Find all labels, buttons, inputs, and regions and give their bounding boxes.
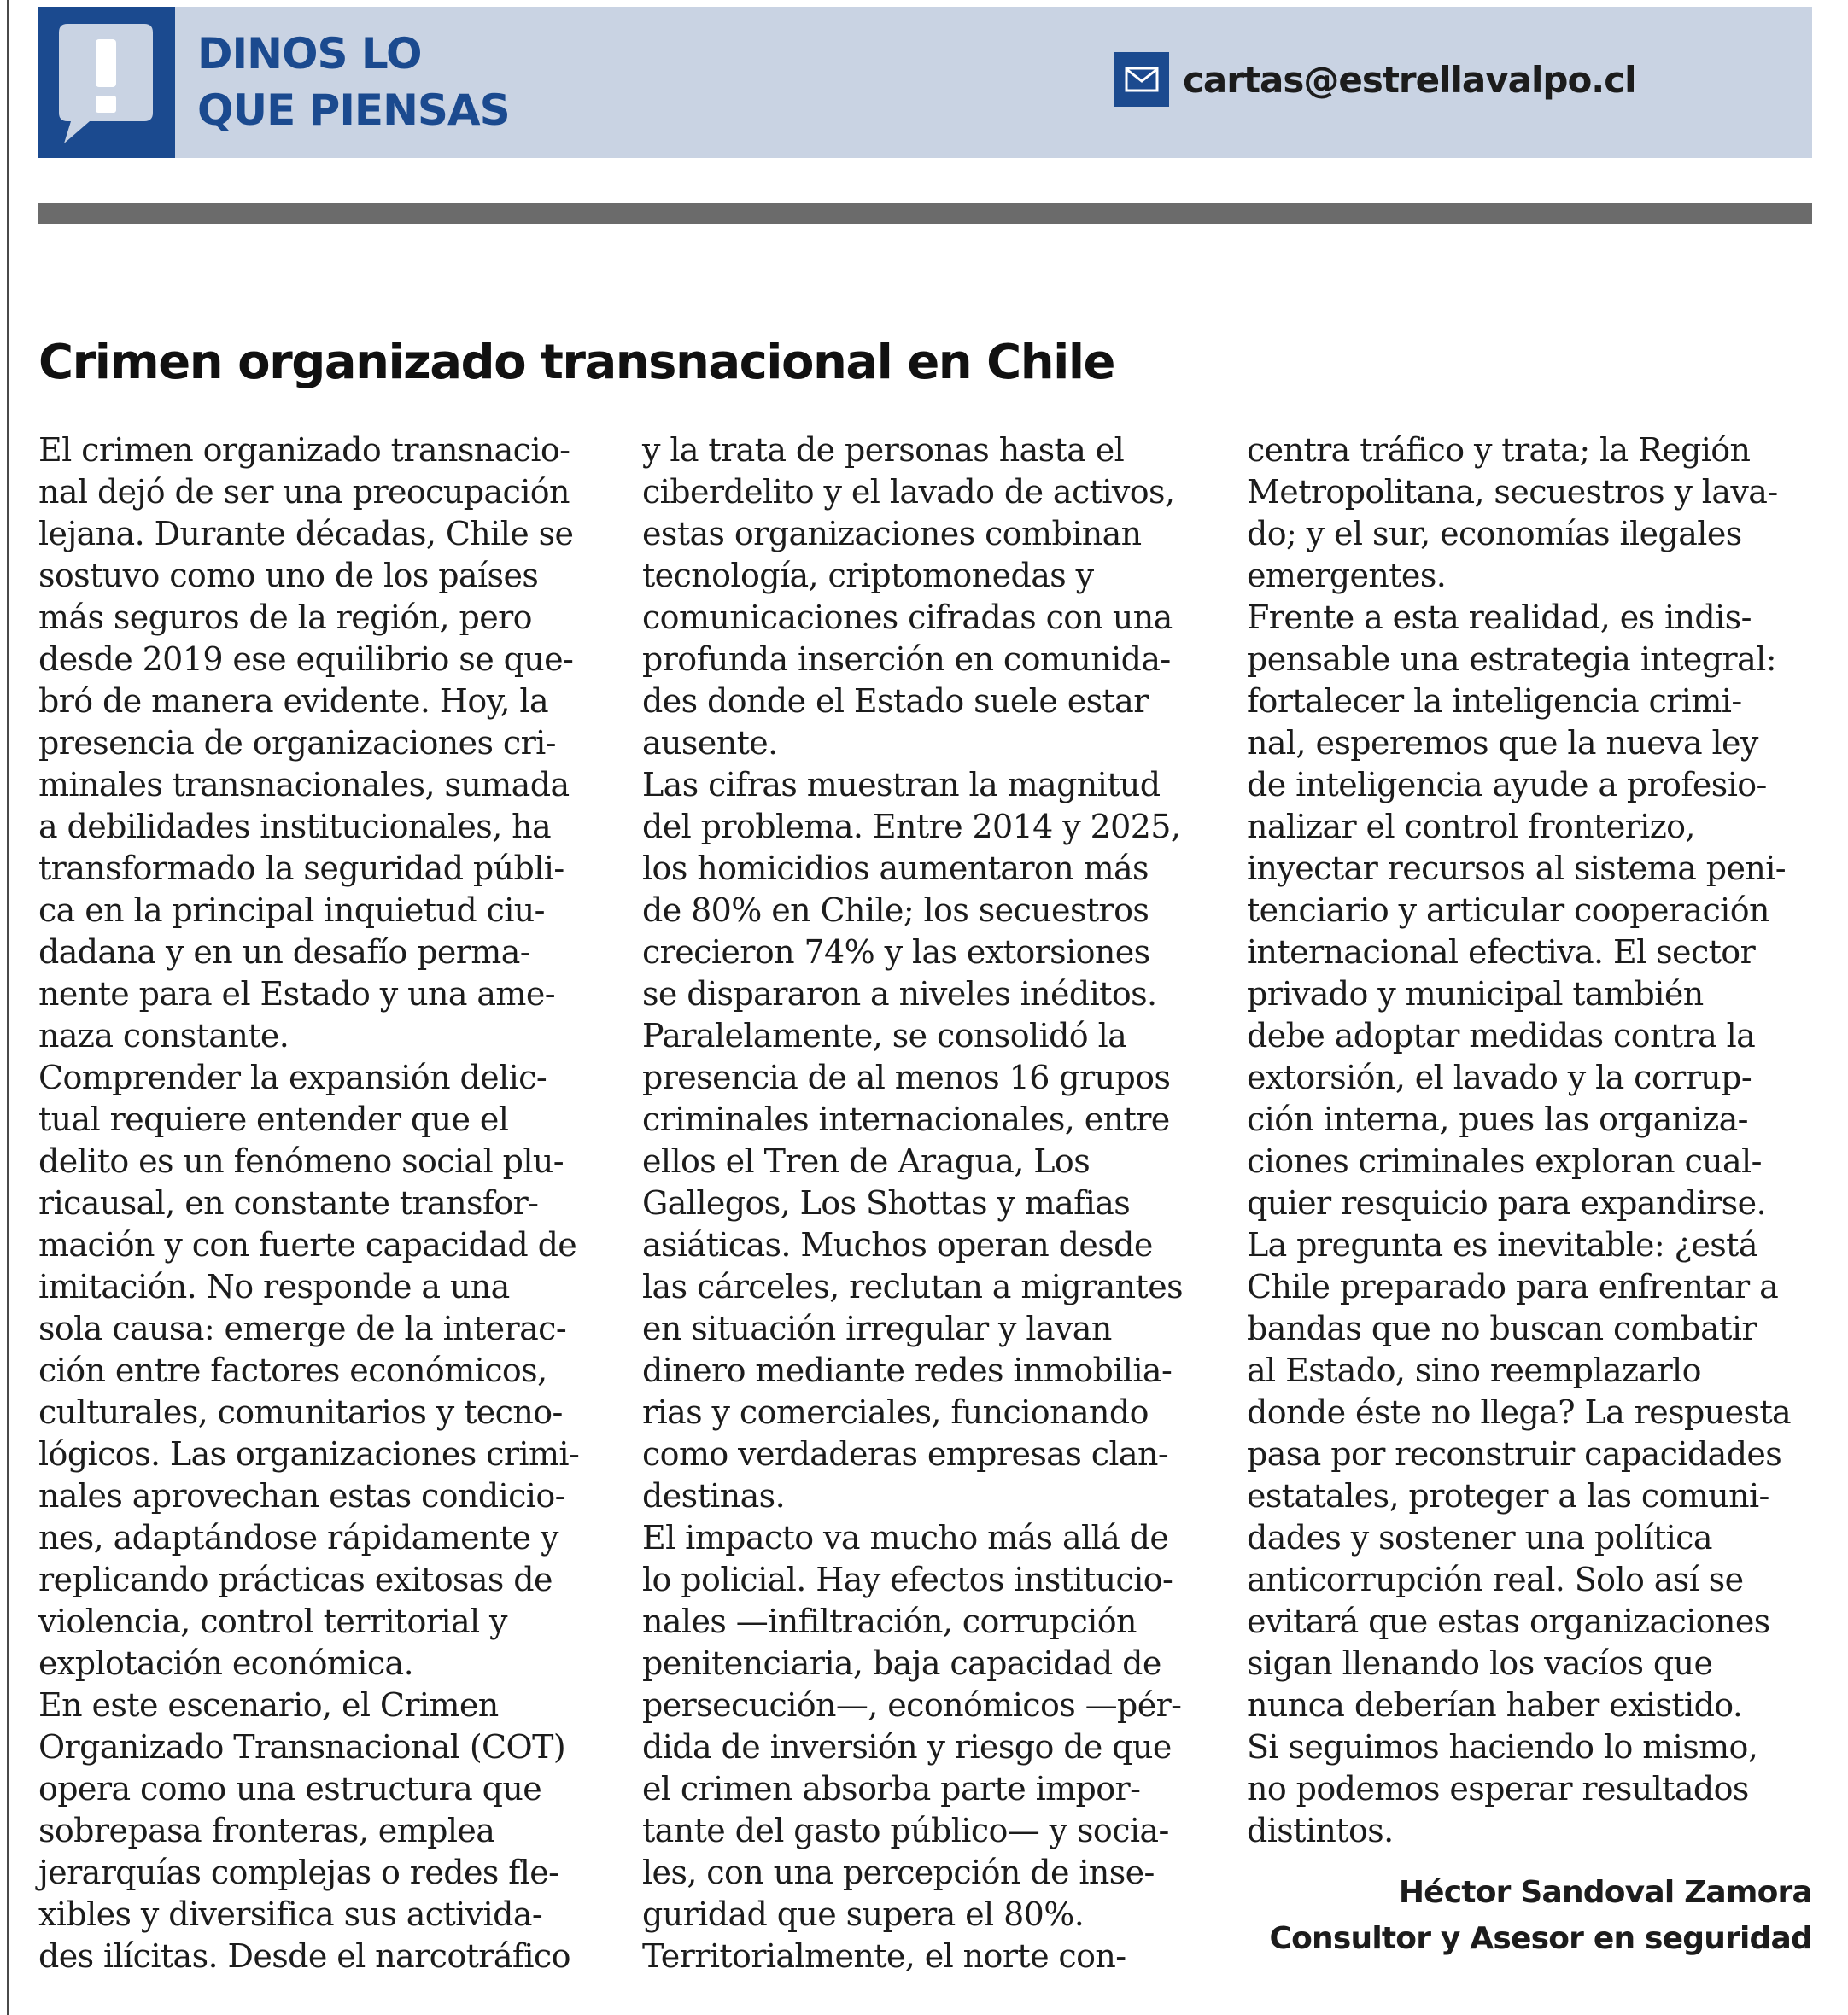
text-line: do; y el sur, economías ilegales [1247, 515, 1742, 552]
text-line: comunicaciones cifradas con una [642, 599, 1173, 636]
exclamation-speech-bubble-icon [38, 7, 175, 158]
text-line: dinero mediante redes inmobilia- [642, 1352, 1173, 1389]
author-name: Héctor Sandoval Zamora [1398, 1875, 1812, 1910]
text-line: presencia de organizaciones cri- [38, 724, 556, 762]
text-line: naza constante. [38, 1017, 289, 1054]
text-line: Gallegos, Los Shottas y mafias [642, 1184, 1131, 1222]
text-line: sola causa: emerge de la interac- [38, 1310, 567, 1347]
text-line: ciones criminales exploran cual- [1247, 1142, 1762, 1180]
envelope-icon [1114, 52, 1169, 107]
text-line: como verdaderas empresas clan- [642, 1435, 1169, 1473]
text-line: distintos. [1247, 1812, 1394, 1849]
author-signature [1269, 1870, 1812, 1962]
text-line: violencia, control territorial y [38, 1603, 507, 1640]
text-line: les, con una percepción de inse- [642, 1854, 1155, 1891]
text-line: el crimen absorba parte impor- [642, 1770, 1141, 1808]
text-line: pasa por reconstruir capacidades [1247, 1435, 1782, 1473]
text-line: destinas. [642, 1477, 786, 1515]
text-line: tecnología, criptomonedas y [642, 557, 1094, 594]
text-line: des ilícitas. Desde el narcotráfico [38, 1937, 570, 1975]
text-line: tenciario y articular cooperación [1247, 891, 1769, 929]
text-line: nal, esperemos que la nueva ley [1247, 724, 1758, 762]
text-line: del problema. Entre 2014 y 2025, [642, 808, 1181, 845]
text-line: se dispararon a niveles inéditos. [642, 975, 1157, 1013]
text-line: de inteligencia ayude a profesio- [1247, 766, 1767, 803]
text-line: ellos el Tren de Aragua, Los [642, 1142, 1091, 1180]
text-line: debe adoptar medidas contra la [1247, 1017, 1756, 1054]
text-line: penitenciaria, baja capacidad de [642, 1644, 1161, 1682]
email-address[interactable]: cartas@estrellavalpo.cl [1183, 58, 1636, 101]
text-line: y la trata de personas hasta el [642, 431, 1125, 469]
text-line: sobrepasa fronteras, emplea [38, 1812, 495, 1849]
text-line: nunca deberían haber existido. [1247, 1686, 1743, 1724]
text-line: jerarquías complejas o redes fle- [38, 1854, 559, 1891]
text-line: internacional efectiva. El sector [1247, 933, 1756, 971]
text-line: sigan llenando los vacíos que [1247, 1644, 1713, 1682]
text-line: minales transnacionales, sumada [38, 766, 570, 803]
text-line: replicando prácticas exitosas de [38, 1561, 553, 1598]
text-line: estas organizaciones combinan [642, 515, 1142, 552]
text-line: donde éste no llega? La respuesta [1247, 1393, 1792, 1431]
text-line: tual requiere entender que el [38, 1101, 509, 1138]
article-column-2 [642, 429, 1214, 1977]
text-line: lógicos. Las organizaciones crimi- [38, 1435, 580, 1473]
text-line: delito es un fenómeno social plu- [38, 1142, 564, 1180]
text-line: transformado la seguridad públi- [38, 850, 564, 887]
text-line: explotación económica. [38, 1644, 414, 1682]
text-line: sostuvo como uno de los países [38, 557, 539, 594]
text-line: profunda inserción en comunida- [642, 640, 1171, 678]
text-line: de 80% en Chile; los secuestros [642, 891, 1149, 929]
article-column-3 [1247, 429, 1819, 1852]
text-line: en situación irregular y lavan [642, 1310, 1112, 1347]
section-title-line2: QUE PIENSAS [197, 85, 510, 135]
text-line: guridad que supera el 80%. [642, 1895, 1085, 1933]
text-line: lo policial. Hay efectos institucio- [642, 1561, 1173, 1598]
text-line: xibles y diversifica sus activida- [38, 1895, 543, 1933]
text-line: Organizado Transnacional (COT) [38, 1728, 566, 1766]
article-headline: Crimen organizado transnacional en Chile [38, 335, 1114, 390]
text-line: En este escenario, el Crimen [38, 1686, 499, 1724]
text-line: Chile preparado para enfrentar a [1247, 1268, 1779, 1305]
text-line: des donde el Estado suele estar [642, 682, 1149, 720]
text-line: Territorialmente, el norte con- [642, 1937, 1126, 1975]
text-line: asiáticas. Muchos operan desde [642, 1226, 1153, 1264]
section-title-line1: DINOS LO [197, 29, 422, 79]
text-line: presencia de al menos 16 grupos [642, 1059, 1171, 1096]
page-edge-rule [7, 0, 9, 2015]
text-line: desde 2019 ese equilibrio se que- [38, 640, 574, 678]
article-column-1 [38, 429, 611, 1977]
text-line: rias y comerciales, funcionando [642, 1393, 1149, 1431]
text-line: La pregunta es inevitable: ¿está [1247, 1226, 1757, 1264]
text-line: Frente a esta realidad, es indis- [1247, 599, 1752, 636]
text-line: criminales internacionales, entre [642, 1101, 1170, 1138]
text-line: El impacto va mucho más allá de [642, 1519, 1169, 1557]
section-title [197, 26, 510, 138]
text-line: centra tráfico y trata; la Región [1247, 431, 1751, 469]
text-line: Si seguimos haciendo lo mismo, [1247, 1728, 1758, 1766]
text-line: anticorrupción real. Solo así se [1247, 1561, 1744, 1598]
contact-email[interactable] [1114, 51, 1636, 108]
text-line: estatales, proteger a las comuni- [1247, 1477, 1769, 1515]
text-line: nal dejó de ser una preocupación [38, 473, 570, 511]
text-line: al Estado, sino reemplazarlo [1247, 1352, 1701, 1389]
text-line: a debilidades institucionales, ha [38, 808, 552, 845]
text-line: bandas que no buscan combatir [1247, 1310, 1757, 1347]
text-line: privado y municipal también [1247, 975, 1704, 1013]
text-line: opera como una estructura que [38, 1770, 542, 1808]
author-role: Consultor y Asesor en seguridad [1269, 1921, 1812, 1956]
text-line: ciberdelito y el lavado de activos, [642, 473, 1175, 511]
text-line: ausente. [642, 724, 778, 762]
text-line: nalizar el control fronterizo, [1247, 808, 1695, 845]
text-line: bró de manera evidente. Hoy, la [38, 682, 549, 720]
text-line: extorsión, el lavado y la corrup- [1247, 1059, 1752, 1096]
text-line: ricausal, en constante transfor- [38, 1184, 539, 1222]
text-line: El crimen organizado transnacio- [38, 431, 570, 469]
text-line: nales aprovechan estas condicio- [38, 1477, 565, 1515]
text-line: Comprender la expansión delic- [38, 1059, 547, 1096]
text-line: fortalecer la inteligencia crimi- [1247, 682, 1742, 720]
text-line: mación y con fuerte capacidad de [38, 1226, 577, 1264]
text-line: nente para el Estado y una ame- [38, 975, 555, 1013]
text-line: imitación. No responde a una [38, 1268, 510, 1305]
text-line: quier resquicio para expandirse. [1247, 1184, 1766, 1222]
text-line: emergentes. [1247, 557, 1447, 594]
text-line: Paralelamente, se consolidó la [642, 1017, 1127, 1054]
text-line: dadana y en un desafío perma- [38, 933, 531, 971]
text-line: pensable una estrategia integral: [1247, 640, 1776, 678]
text-line: inyectar recursos al sistema peni- [1247, 850, 1787, 887]
text-line: lejana. Durante décadas, Chile se [38, 515, 574, 552]
text-line: Metropolitana, secuestros y lava- [1247, 473, 1778, 511]
text-line: Las cifras muestran la magnitud [642, 766, 1161, 803]
text-line: más seguros de la región, pero [38, 599, 532, 636]
section-banner [38, 7, 1812, 158]
text-line: ción interna, pues las organiza- [1247, 1101, 1748, 1138]
text-line: persecución—, económicos —pér- [642, 1686, 1182, 1724]
text-line: ción entre factores económicos, [38, 1352, 547, 1389]
text-line: dida de inversión y riesgo de que [642, 1728, 1172, 1766]
text-line: las cárceles, reclutan a migrantes [642, 1268, 1184, 1305]
text-line: tante del gasto público— y socia- [642, 1812, 1169, 1849]
text-line: no podemos esperar resultados [1247, 1770, 1749, 1808]
text-line: nes, adaptándose rápidamente y [38, 1519, 558, 1557]
text-line: crecieron 74% y las extorsiones [642, 933, 1150, 971]
text-line: culturales, comunitarios y tecno- [38, 1393, 563, 1431]
section-divider [38, 203, 1812, 224]
text-line: dades y sostener una política [1247, 1519, 1712, 1557]
text-line: nales —infiltración, corrupción [642, 1603, 1137, 1640]
text-line: los homicidios aumentaron más [642, 850, 1149, 887]
text-line: evitará que estas organizaciones [1247, 1603, 1770, 1640]
text-line: ca en la principal inquietud ciu- [38, 891, 545, 929]
